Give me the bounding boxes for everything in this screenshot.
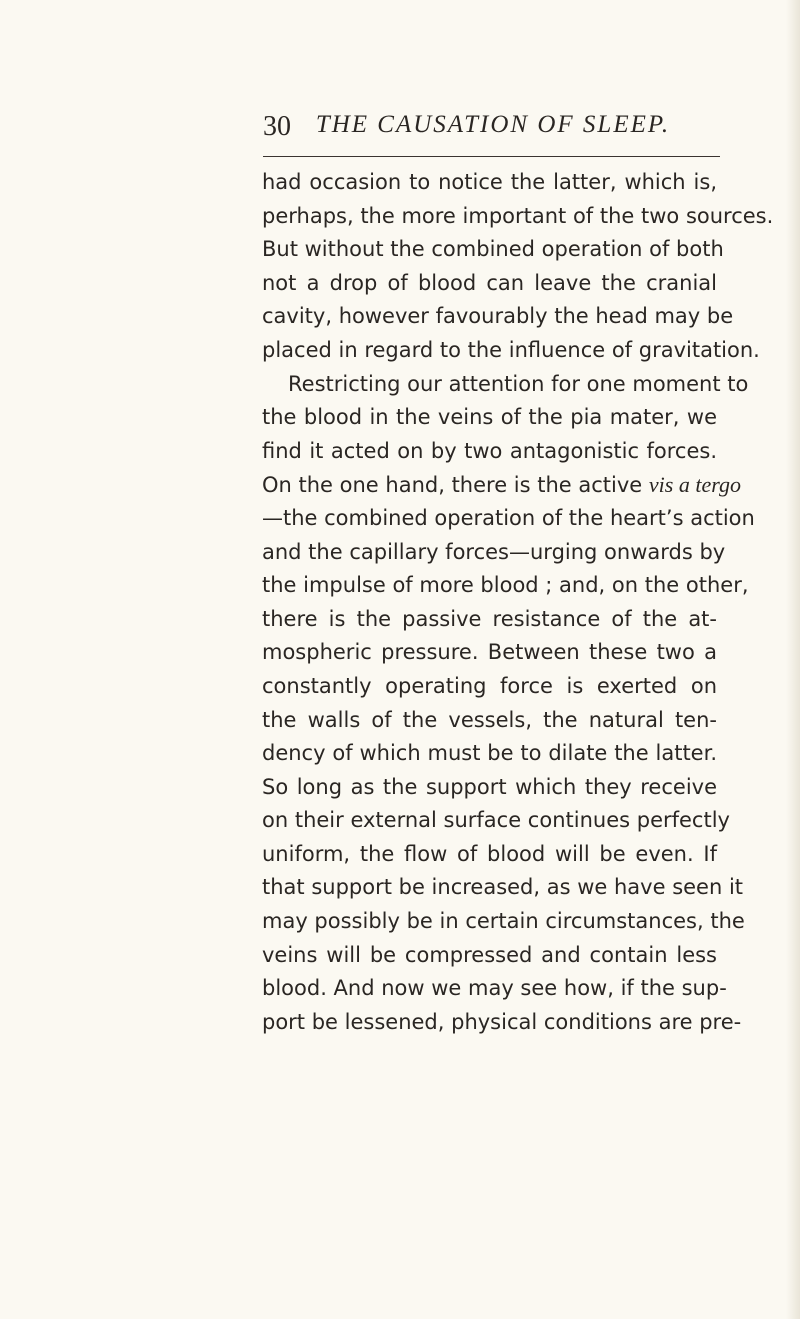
page-edge-shadow bbox=[786, 0, 800, 1319]
body-text bbox=[262, 166, 774, 1039]
text-line: may possibly be in certain circumstances, the bbox=[262, 909, 745, 934]
text-line: the walls of the vessels, the natural ten- bbox=[262, 707, 717, 732]
text-line: on their external surface continues perfectly bbox=[262, 808, 730, 833]
text-line: cavity, however favourably the head may be bbox=[262, 304, 734, 329]
page-number: 30 bbox=[263, 111, 291, 142]
text-line: perhaps, the more important of the two sources. bbox=[262, 203, 774, 228]
text-line: mospheric pressure. Between these two a bbox=[262, 640, 717, 665]
text-line: and the capillary forces—urging onwards by bbox=[262, 539, 726, 564]
text-line: port be lessened, physical conditions are pre- bbox=[262, 1009, 742, 1034]
text-line: the blood in the veins of the pia mater, we bbox=[262, 405, 717, 430]
text-line: veins will be compressed and contain less bbox=[262, 942, 717, 967]
text-line-with-italic bbox=[262, 468, 741, 502]
page-header bbox=[263, 111, 723, 151]
text-line: blood. And now we may see how, if the sup- bbox=[262, 976, 727, 1001]
text-line: there is the passive resistance of the at- bbox=[262, 606, 717, 631]
text-line: —the combined operation of the heart’s action bbox=[262, 505, 755, 530]
text-line: dency of which must be to dilate the latter. bbox=[262, 741, 717, 766]
text-line: placed in regard to the influence of gravitation. bbox=[262, 337, 760, 362]
text-line: But without the combined operation of both bbox=[262, 237, 724, 262]
text-line: that support be increased, as we have seen it bbox=[262, 875, 744, 900]
text-line: find it acted on by two antagonistic forces. bbox=[262, 438, 717, 463]
paragraph-start-line: Restricting our attention for one moment to bbox=[288, 371, 749, 396]
running-head: THE CAUSATION OF SLEEP. bbox=[315, 111, 671, 138]
text-line: had occasion to notice the latter, which is, bbox=[262, 170, 717, 194]
header-rule bbox=[263, 156, 720, 157]
text-line: So long as the support which they receive bbox=[262, 774, 717, 799]
text-segment: On the one hand, there is the active bbox=[262, 473, 649, 498]
text-line: constantly operating force is exerted on bbox=[262, 673, 717, 698]
text-line: uniform, the flow of blood will be even. If bbox=[262, 841, 717, 866]
text-line: the impulse of more blood ; and, on the other, bbox=[262, 573, 749, 598]
italic-latin-phrase: vis a tergo bbox=[648, 472, 741, 498]
text-line: not a drop of blood can leave the cranial bbox=[262, 270, 717, 295]
